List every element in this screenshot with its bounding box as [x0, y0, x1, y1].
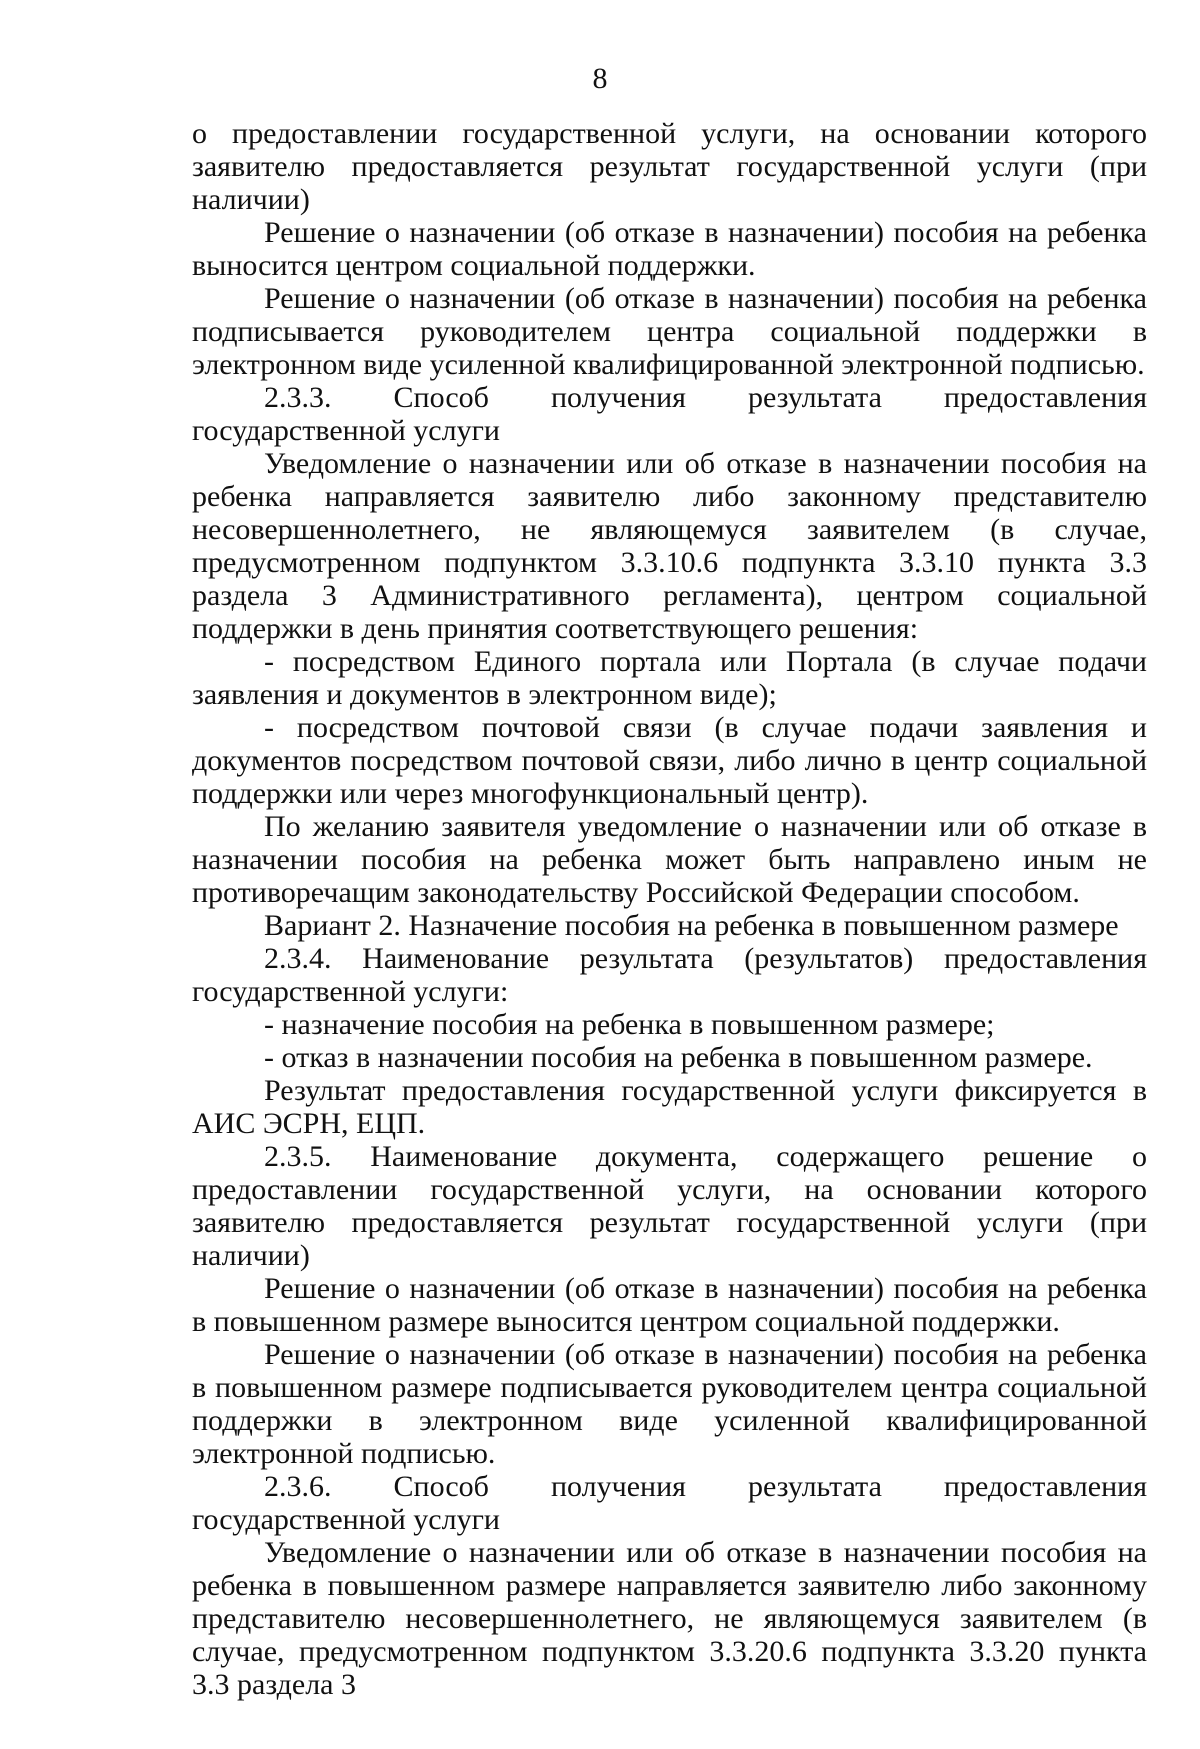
- paragraph: - назначение пособия на ребенка в повышенном размере;: [264, 1008, 995, 1041]
- paragraph: Решение о назначении (об отказе в назначении) пособия на ребенка выносится центром социальной поддержки.: [192, 216, 1147, 282]
- paragraph: - посредством почтовой связи (в случае подачи заявления и документов посредством почтовой связи, либо лично в центр социальной поддержки или через многофункциональный центр).: [192, 711, 1147, 810]
- paragraph: По желанию заявителя уведомление о назначении или об отказе в назначении пособия на ребенка может быть направлено иным не противоречащим законодательству Российской Федерации способом.: [192, 810, 1147, 909]
- document-body: [192, 117, 1147, 1701]
- paragraph: Решение о назначении (об отказе в назначении) пособия на ребенка подписывается руководителем центра социальной поддержки в электронном виде усиленной квалифицированной электронной подписью.: [192, 282, 1147, 381]
- paragraph: Результат предоставления государственной услуги фиксируется в АИС ЭСРН, ЕЦП.: [192, 1074, 1147, 1140]
- paragraph: Уведомление о назначении или об отказе в назначении пособия на ребенка в повышенном размере направляется заявителю либо законному представителю несовершеннолетнего, не являющемуся заявителем (в случае, предусмотренном подпунктом 3.3.20.6 подпункта 3.3.20 пункта 3.3 раздела 3: [192, 1536, 1147, 1701]
- paragraph: - посредством Единого портала или Портала (в случае подачи заявления и документов в электронном виде);: [192, 645, 1147, 711]
- paragraph: Решение о назначении (об отказе в назначении) пособия на ребенка в повышенном размере подписывается руководителем центра социальной поддержки в электронном виде усиленной квалифицированной электронной подписью.: [192, 1338, 1147, 1470]
- paragraph: 2.3.4. Наименование результата (результатов) предоставления государственной услуги:: [192, 942, 1147, 1008]
- page-number: 8: [592, 62, 608, 95]
- paragraph: Уведомление о назначении или об отказе в назначении пособия на ребенка направляется заявителю либо законному представителю несовершеннолетнего, не являющемуся заявителем (в случае, предусмотренном подпунктом 3.3.10.6 подпункта 3.3.10 пункта 3.3 раздела 3 Административного регламента), центром социальной поддержки в день принятия соответствующего решения:: [192, 447, 1147, 645]
- paragraph: о предоставлении государственной услуги, на основании которого заявителю предоставляется результат государственной услуги (при наличии): [192, 117, 1147, 216]
- paragraph: - отказ в назначении пособия на ребенка в повышенном размере.: [264, 1041, 1093, 1074]
- paragraph: Вариант 2. Назначение пособия на ребенка в повышенном размере: [264, 909, 1119, 942]
- paragraph: 2.3.5. Наименование документа, содержащего решение о предоставлении государственной услуги, на основании которого заявителю предоставляется результат государственной услуги (при наличии): [192, 1140, 1147, 1272]
- paragraph: 2.3.3. Способ получения результата предоставления государственной услуги: [192, 381, 1147, 447]
- paragraph: Решение о назначении (об отказе в назначении) пособия на ребенка в повышенном размере выносится центром социальной поддержки.: [192, 1272, 1147, 1338]
- paragraph: 2.3.6. Способ получения результата предоставления государственной услуги: [192, 1470, 1147, 1536]
